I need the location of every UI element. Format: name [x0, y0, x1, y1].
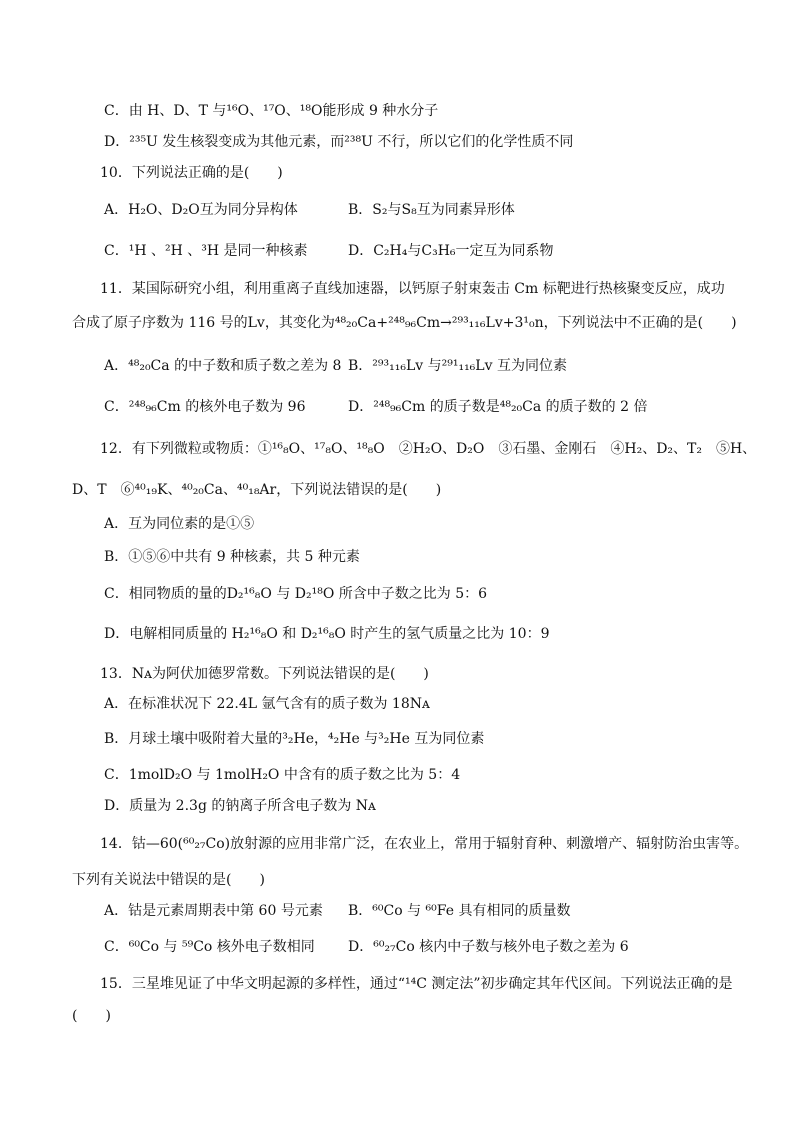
option-14c: C．⁶⁰Co 与 ⁵⁹Co 核外电子数相同 [104, 939, 315, 955]
option-13b: B．月球土壤中吸附着大量的³₂He，⁴₂He 与³₂He 互为同位素 [104, 731, 485, 747]
option-11d: D．²⁴⁸₉₆Cm 的质子数是⁴⁸₂₀Ca 的质子数的 2 倍 [348, 399, 648, 415]
option-13c: C．1molD₂O 与 1molH₂O 中含有的质子数之比为 5：4 [104, 767, 461, 783]
question-15-line2: ( ) [72, 1008, 111, 1024]
option-9d: D．²³⁵U 发生核裂变成为其他元素，而²³⁸U 不行，所以它们的化学性质不同 [104, 134, 574, 150]
option-13d: D．质量为 2.3g 的钠离子所含电子数为 Nᴀ [104, 798, 376, 814]
option-12d: D．电解相同质量的 H₂¹⁶₈O 和 D₂¹⁶₈O 时产生的氢气质量之比为 10：9 [104, 626, 550, 642]
option-11a: A．⁴⁸₂₀Ca 的中子数和质子数之差为 8 [104, 358, 342, 374]
option-14a: A．钴是元素周期表中第 60 号元素 [104, 903, 323, 919]
option-14d: D．⁶⁰₂₇Co 核内中子数与核外电子数之差为 6 [348, 939, 629, 955]
option-13a: A．在标准状况下 22.4L 氩气含有的质子数为 18Nᴀ [104, 696, 430, 712]
option-11b: B．²⁹³₁₁₆Lv 与²⁹¹₁₁₆Lv 互为同位素 [348, 358, 567, 374]
question-11-line1: 11．某国际研究小组，利用重离子直线加速器，以钙原子射束轰击 Cm 标靶进行热核聚变反应，成功 [100, 281, 725, 297]
question-15-line1: 15．三星堆见证了中华文明起源的多样性，通过“¹⁴C 测定法”初步确定其年代区间。下列说法正确的是 [100, 976, 733, 992]
option-9c: C．由 H、D、T 与¹⁶O、¹⁷O、¹⁸O能形成 9 种水分子 [104, 103, 439, 119]
option-10b: B．S₂与S₈互为同素异形体 [348, 202, 515, 218]
question-13: 13．Nᴀ为阿伏加德罗常数。下列说法错误的是( ) [100, 666, 429, 682]
option-12a: A．互为同位素的是①⑤ [104, 516, 255, 532]
option-12c: C．相同物质的量的D₂¹⁶₈O 与 D₂¹⁸O 所含中子数之比为 5：6 [104, 586, 488, 602]
question-10: 10．下列说法正确的是( ) [100, 165, 283, 181]
option-10d: D．C₂H₄与C₃H₆一定互为同系物 [348, 243, 554, 259]
option-14b: B．⁶⁰Co 与 ⁶⁰Fe 具有相同的质量数 [348, 903, 571, 919]
option-10c: C．¹H 、²H 、³H 是同一种核素 [104, 243, 308, 259]
option-12b: B．①⑤⑥中共有 9 种核素，共 5 种元素 [104, 549, 360, 565]
option-10a: A．H₂O、D₂O互为同分异构体 [104, 202, 298, 218]
question-12-line2: D、T ⑥⁴⁰₁₉K、⁴⁰₂₀Ca、⁴⁰₁₈Ar，下列说法错误的是( ) [72, 482, 442, 498]
question-11-line2: 合成了原子序数为 116 号的Lv，其变化为⁴⁸₂₀Ca+²⁴⁸₉₆Cm→²⁹³₁₁₆Lv+3¹₀n，下列说法中不正确的是( ) [72, 315, 737, 331]
question-14-line2: 下列有关说法中错误的是( ) [72, 872, 265, 888]
question-14-line1: 14．钴—60(⁶⁰₂₇Co)放射源的应用非常广泛，在农业上，常用于辐射育种、刺激增产、辐射防治虫害等。 [100, 836, 749, 852]
option-11c: C．²⁴⁸₉₆Cm 的核外电子数为 96 [104, 399, 306, 415]
question-12-line1: 12．有下列微粒或物质：①¹⁶₈O、¹⁷₈O、¹⁸₈O ②H₂O、D₂O ③石墨、金刚石 ④H₂、D₂、T₂ ⑤H、 [100, 441, 757, 457]
